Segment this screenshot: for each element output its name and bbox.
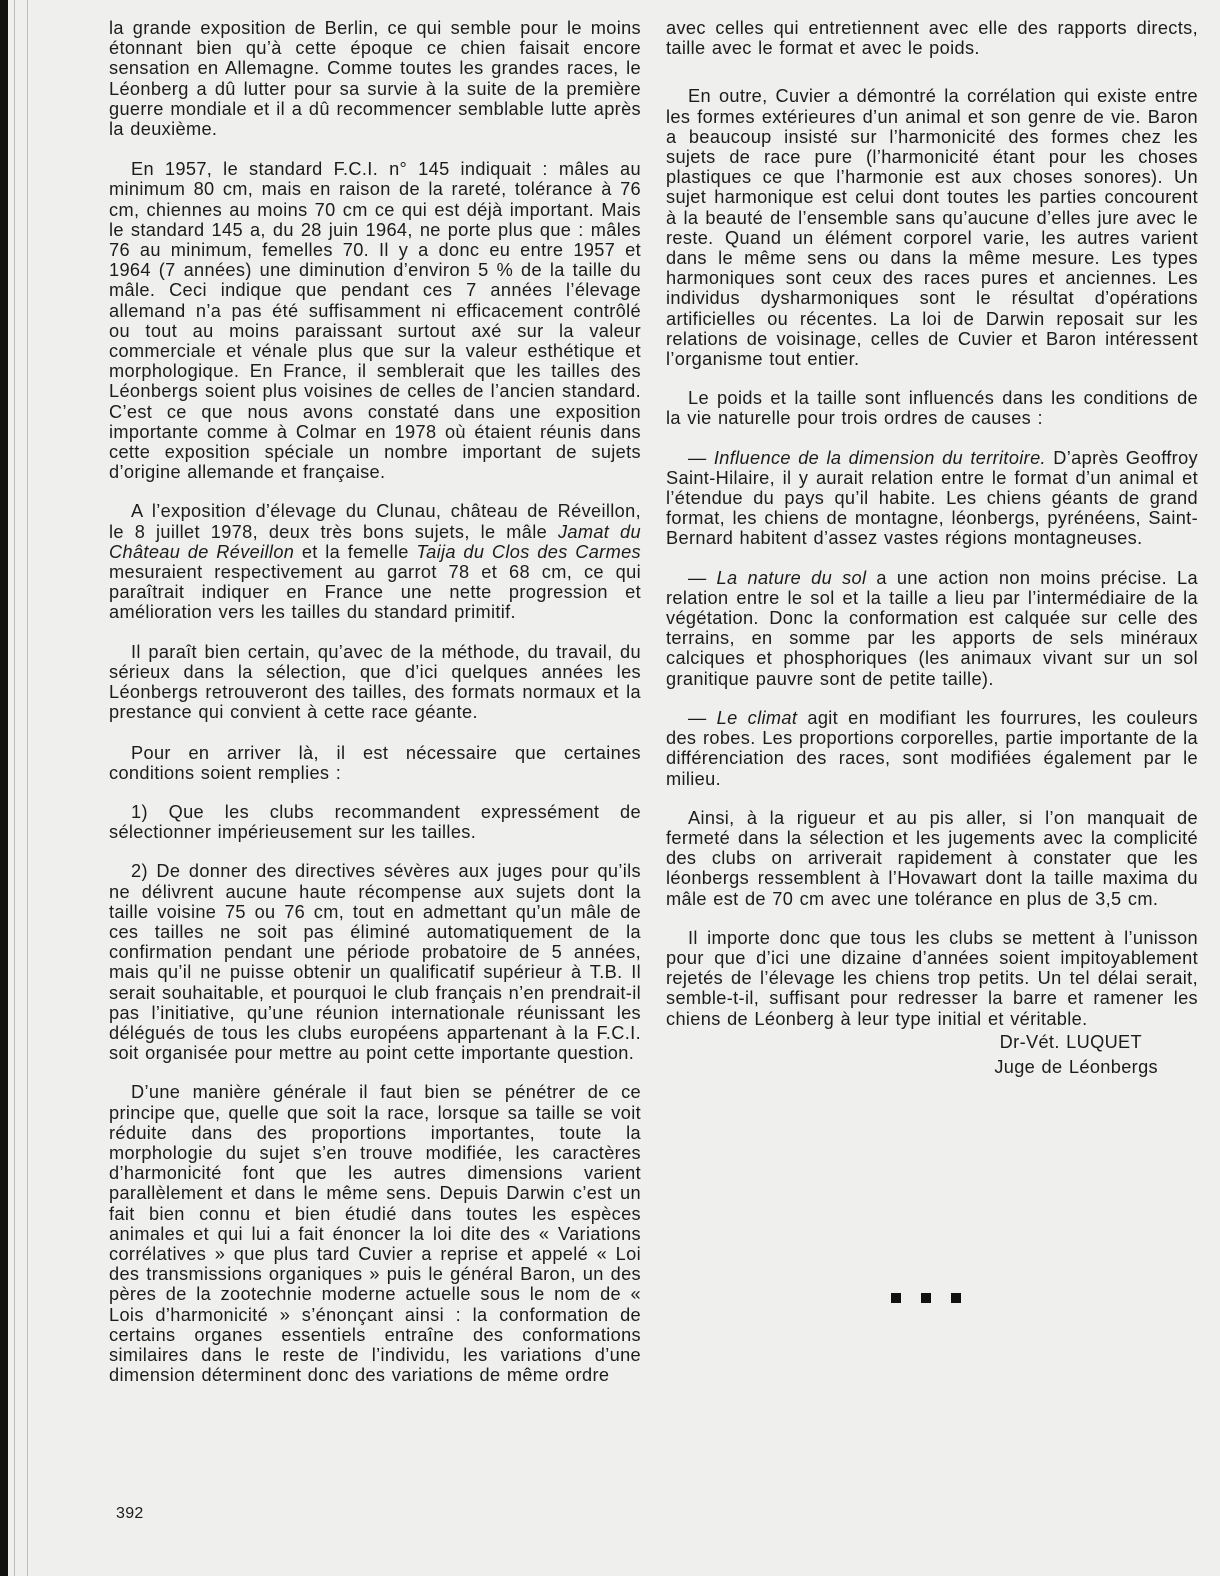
paragraph-text: agit en modifiant les fourrures, les couleurs des robes. Les proportions corporelles, partie importante de la différenciation des races, sont modifiées également par le milieu. [666, 707, 1198, 789]
cause-soil [666, 568, 1198, 689]
cause-heading: La nature du sol [716, 567, 867, 588]
scan-edge-line [27, 0, 28, 1576]
paragraph: Le poids et la taille sont influencés dans les conditions de la vie naturelle pour trois ordres de causes : [666, 388, 1198, 429]
dog-name-male: Jamat du Château de Réveillon [109, 521, 641, 562]
paragraph: En outre, Cuvier a démontré la corrélation qui existe entre les formes extérieures d’un animal et son genre de vie. Baron a beaucoup insisté sur l’harmonicité des formes chez les sujets de race pure (l’harmonicité étant pour les choses plastiques ce que l’harmonie est aux choses sonores). Un sujet harmonique est celui dont toutes les parties concourent à la beauté de l’ensemble sans qu’aucune d’elles jure avec le reste. Quand un élément corporel varie, les autres varient dans le même sens ou dans la même mesure. Les types harmoniques sont ceux des races pures et anciennes. Les individus dysharmoniques sont le résultat d’opérations artificielles ou récentes. La loi de Darwin reposait sur les relations de voisinage, celles de Cuvier et Baron intéressent l’organisme tout entier. [666, 86, 1198, 370]
article-left-column [109, 18, 641, 1385]
article-right-column [666, 18, 1198, 1077]
author-signature: Dr-Vét. LUQUET [999, 1031, 1142, 1052]
list-item-condition-2: 2) De donner des directives sévères aux juges pour qu’ils ne délivrent aucune haute récompense aux sujets dont la taille voisine 75 ou 76 cm, tout en admettant qu’un mâle de ces tailles ne soit pas éliminé automatiquement de la confirmation pendant une période probatoire de 5 années, mais qu’il ne puisse obtenir un qualificatif supérieur à T.B. Il serait souhaitable, et pourquoi le club français n’en prendrait-il pas l’initiative, qu’une réunion internationale réunissant les délégués de tous les clubs européens appartenant à la F.C.I. soit organisée pour mettre au point cette importante question. [109, 861, 641, 1064]
dash: — [688, 707, 717, 728]
paragraph: En 1957, le standard F.C.I. n° 145 indiquait : mâles au minimum 80 cm, mais en raison de la rareté, tolérance à 76 cm, chiennes au moins 70 cm ce qui est déjà important. Mais le standard 145 a, du 28 juin 1964, ne porte plus que : mâles 76 au minimum, femelles 70. Il y a donc eu entre 1957 et 1964 (7 années) une diminution d’environ 5 % de la taille du mâle. Ceci indique que pendant ces 7 années l’élevage allemand n’a pas été suffisamment ni efficacement contrôlé ou tout au moins paraissant surtout axé sur la valeur commerciale et vénale plus que sur la valeur esthétique et morphologique. En France, il semblerait que les tailles des Léonbergs soient plus voisines de celles de l’ancien standard. C’est ce que nous avons constaté dans une exposition importante comme à Colmar en 1978 où étaient réunis dans cette exposition spéciale un nombre important de sujets d’origine allemande et française. [109, 159, 641, 483]
cause-heading: Le climat [716, 707, 798, 728]
paragraph: Pour en arriver là, il est nécessaire que certaines conditions soient remplies : [109, 742, 641, 783]
scan-binding-edge [0, 0, 8, 1576]
paragraph [109, 501, 641, 622]
dog-name-female: Taija du Clos des Carmes [416, 541, 641, 562]
square-bullet-icon [951, 1293, 961, 1303]
paragraph: Ainsi, à la rigueur et au pis aller, si l’on manquait de fermeté dans la sélection et les jugements avec la complicité des clubs on arriverait rapidement à constater que les léonbergs ressemblent à l’Hovawart dont la taille maxima du mâle est de 70 cm avec une tolérance en plus de 3,5 cm. [666, 807, 1198, 909]
author-role: Juge de Léonbergs [994, 1056, 1158, 1077]
page-number: 392 [116, 1505, 144, 1522]
scan-edge-line [14, 0, 15, 1576]
paragraph-text: D’après Geoffroy Saint-Hilaire, il y aurait relation entre le format d’un animal et l’étendue du pays qu’il habite. Les chiens géants de grand format, les chiens de montagne, léonbergs, pyrénéens, Saint-Bernard habitent d’assez vastes régions montagneuses. [666, 447, 1198, 549]
cause-climate [666, 708, 1198, 789]
cause-territory [666, 448, 1198, 549]
list-item-condition-1: 1) Que les clubs recommandent expressément de sélectionner impérieusement sur les tailles. [109, 801, 641, 843]
paragraph-text: et la femelle [294, 541, 417, 562]
cause-heading: — Influence de la dimension du territoire. [688, 447, 1046, 468]
paragraph: la grande exposition de Berlin, ce qui semble pour le moins étonnant bien qu’à cette époque ce chien faisait encore sensation en Allemagne. Comme toutes les grandes races, le Léonberg a dû lutter pour sa survie à la suite de la première guerre mondiale et il a dû recommencer semblable lutte après la deuxième. [109, 18, 641, 140]
square-bullet-icon [891, 1293, 901, 1303]
square-bullet-icon [921, 1293, 931, 1303]
paragraph-text: A l’exposition d’élevage du Clunau, château de Réveillon, le 8 juillet 1978, deux très bons sujets, le mâle [109, 501, 641, 542]
paragraph: avec celles qui entretiennent avec elle des rapports directs, taille avec le format et avec le poids. [666, 18, 1198, 59]
paragraph: Il paraît bien certain, qu’avec de la méthode, du travail, du sérieux dans la sélection, que d’ici quelques années les Léonbergs retrouveront des tailles, des formats normaux et la prestance qui convient à cette race géante. [109, 641, 641, 723]
dash: — [688, 567, 717, 588]
paragraph: D’une manière générale il faut bien se pénétrer de ce principe que, quelle que soit la race, lorsque sa taille se voit réduite dans des proportions importantes, toute la morphologie du sujet s’en trouve modifiée, les caractères d’harmonicité font que les autres dimensions varient parallèlement et dans le même sens. Depuis Darwin c’est un fait bien connu et bien étudié dans toutes les espèces animales et qui lui a fait énoncer la loi dite des « Variations corrélatives » que plus tard Cuvier a reprise et appelé « Loi des transmissions organiques » puis le général Baron, un des pères de la zootechnie moderne actuelle sous le nom de « Lois d’harmonicité » s’énonçant ainsi : la conformation de certains organes essentiels entraîne des conformations similaires dans le reste de l’individu, les variations d’une dimension déterminent donc des variations de même ordre [109, 1082, 641, 1386]
paragraph: Il importe donc que tous les clubs se mettent à l’unisson pour que d’ici une dizaine d’années soient impitoyablement rejetés de l’élevage les chiens trop petits. Un tel délai serait, semble-t-il, suffisant pour redresser la barre et ramener les chiens de Léonberg à leur type initial et véritable. [666, 927, 1198, 1029]
paragraph-text: a une action non moins précise. La relation entre le sol et la taille a lieu par l’intermédiaire de la végétation. Donc la conformation est calquée sur celle des terrains, en somme par les apports de sels minéraux calciques et phosphoriques (les animaux vivant sur un sol granitique pauvre sont de petite taille). [666, 567, 1198, 689]
end-of-article-marks [891, 1293, 961, 1303]
paragraph-text: mesuraient respectivement au garrot 78 et 68 cm, ce qui paraîtrait indiquer en France une nette progression et amélioration vers les tailles du standard primitif. [109, 562, 641, 623]
